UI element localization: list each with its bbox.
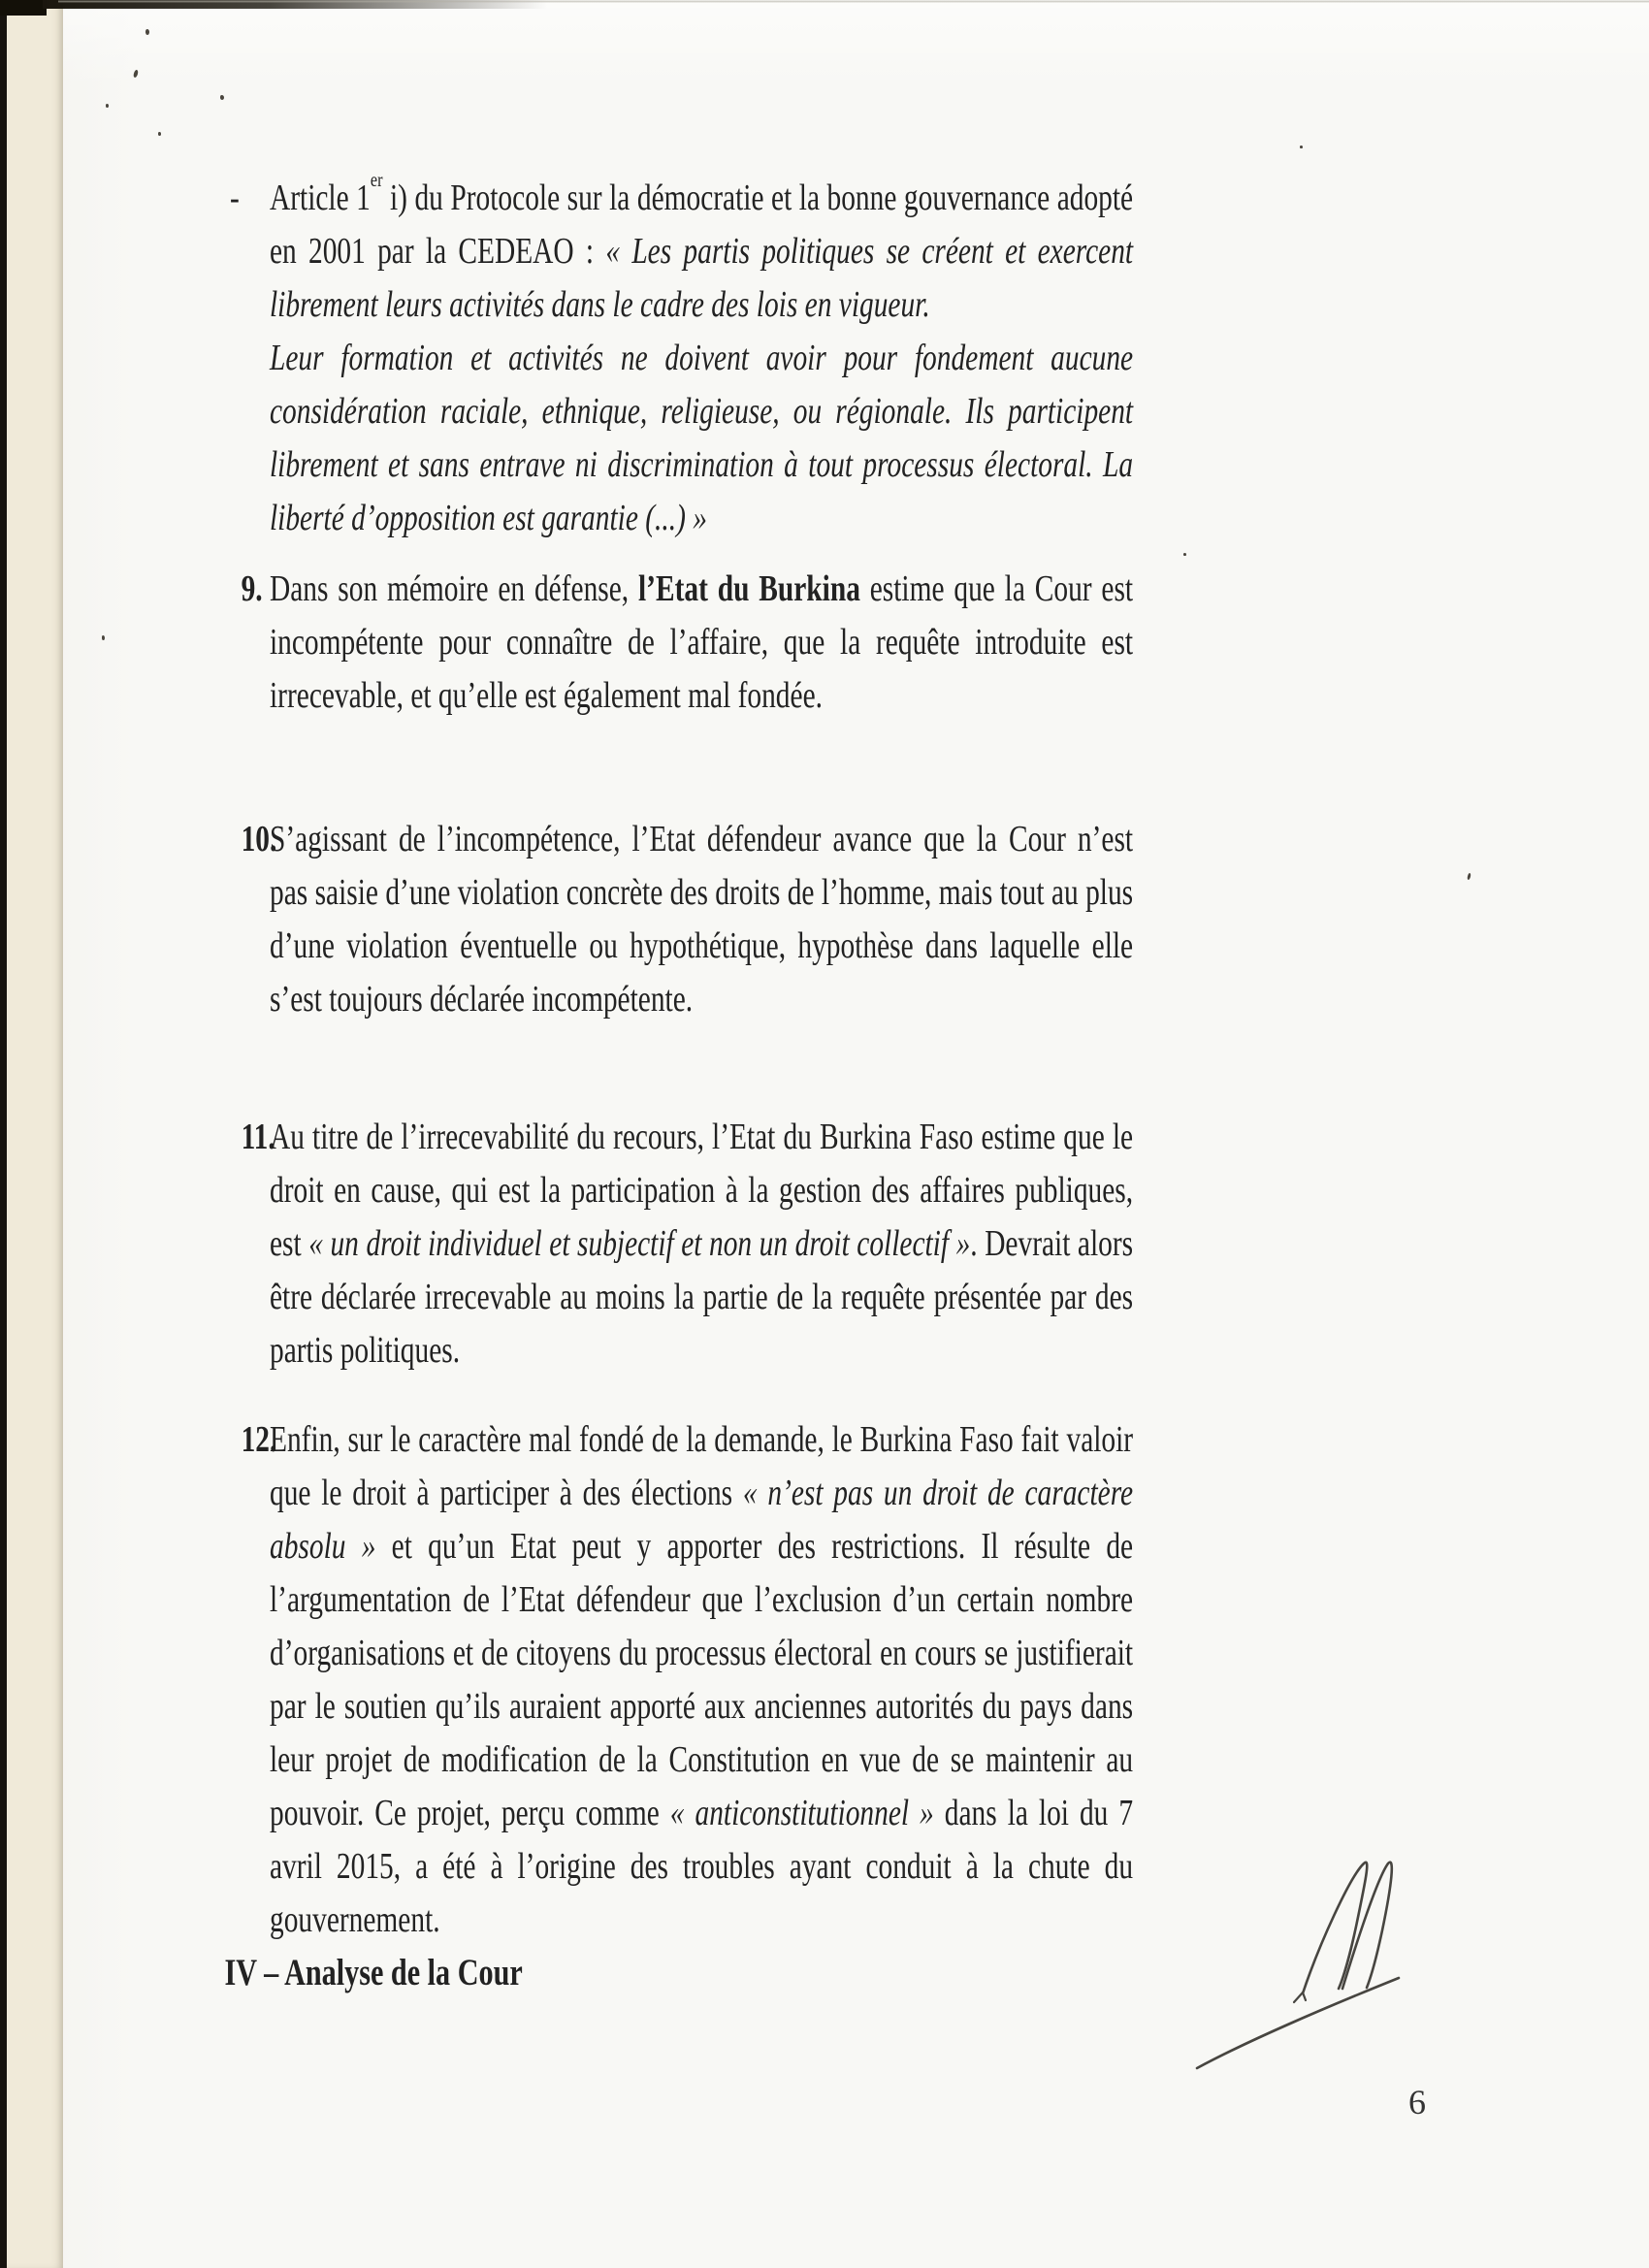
italic-quote: « anticonstitutionnel » (669, 1793, 934, 1833)
scan-corner-mark (0, 0, 47, 16)
bold-phrase: l’Etat du Burkina (637, 568, 860, 609)
paragraph-text: et qu’un Etat peut y apporter des restrictions. Il résulte de l’argumentation de l’Etat défendeur que l’exclusion d’un certain nombre d’organisations et de citoyens du processus électoral en cours se justifierait par le soutien qu’ils auraient apporté aux anciennes autorités du pays dans leur projet de modification de la Constitution en vue de se maintenir au pouvoir. Ce projet, perçu comme (270, 1526, 1134, 1833)
bullet-lead-text: Article 1 (270, 178, 371, 218)
paragraph-number: 9. (241, 568, 263, 609)
paragraph-9 (241, 563, 1134, 723)
paragraph-text: Enfin, sur le caractère mal fondé de la demande, le Burkina Faso fait valoir que le droit à participer à des élections (270, 1419, 1134, 1513)
paragraph-11 (241, 1111, 1134, 1377)
paragraph-text: estime que la Cour est incompétente pour connaître de l’affaire, que la requête introduite est irrecevable, et qu’elle est également mal fondée. (270, 568, 1134, 716)
paragraph-10 (241, 813, 1134, 1026)
scan-speck (102, 635, 105, 640)
scan-speck (1300, 146, 1303, 148)
ordinal-superscript: er (370, 167, 383, 191)
paragraph-text: Dans son mémoire en défense, (270, 568, 638, 609)
italic-quote: « un droit individuel et subjectif et non un droit collectif » (308, 1223, 971, 1264)
paragraph-number: 12. (241, 1419, 277, 1460)
bullet-quote-part2: Leur formation et activités ne doivent avoir pour fondement aucune considération raciale, ethnique, religieuse, ou régionale. Ils participent librement et sans entrave ni discrimination à tout processus électoral. La liberté d’opposition est garantie (...) » (270, 338, 1134, 538)
scan-speck (133, 70, 139, 79)
paragraph-text: S’agissant de l’incompétence, l’Etat défendeur avance que la Cour n’est pas saisie d’une violation concrète des droits de l’homme, mais tout au plus d’une violation éventuelle ou hypothétique, hypothèse dans laquelle elle s’est toujours déclarée incompétente. (270, 819, 1134, 1020)
scan-speck (1183, 553, 1186, 556)
scan-speck (1467, 873, 1471, 881)
paragraph-text: Au titre de l’irrecevabilité du recours, l’Etat du Burkina Faso estime que le droit en cause, qui est la participation à la gestion des affaires publiques, est (270, 1117, 1134, 1264)
bullet-lead-rest: i) du Protocole sur la démocratie et la bonne gouvernance adopté en 2001 par la CEDEAO : (270, 178, 1134, 272)
bullet-item (229, 167, 1134, 545)
scan-speck (146, 29, 149, 35)
scan-left-edge (0, 0, 7, 2268)
paragraph-12 (241, 1413, 1134, 1947)
paper-crease (58, 0, 1649, 3)
scan-speck (106, 104, 109, 108)
scan-speck (158, 132, 161, 136)
paragraph-number: 11. (241, 1117, 275, 1157)
scan-speck (220, 95, 224, 100)
section-heading: IV – Analyse de la Cour (224, 1952, 523, 1993)
page-number: 6 (1408, 2083, 1426, 2122)
paragraph-text: dans la loi du 7 avril 2015, a été à l’origine des troubles ayant conduit à la chute du gouvernement. (270, 1793, 1134, 1940)
paper-edge-strip (7, 0, 63, 2268)
bullet-quote-part1: « Les partis politiques se créent et exercent librement leurs activités dans le cadre des lois en vigueur. (270, 231, 1134, 325)
bullet-dash: - (229, 178, 240, 218)
italic-quote: « n’est pas un droit de caractère absolu » (270, 1473, 1134, 1567)
signature-paraph (1185, 1849, 1410, 2076)
paragraph-text: . Devrait alors être déclarée irrecevable au moins la partie de la requête présentée par des partis politiques. (270, 1223, 1134, 1371)
paragraph-number: 10. (241, 819, 277, 859)
